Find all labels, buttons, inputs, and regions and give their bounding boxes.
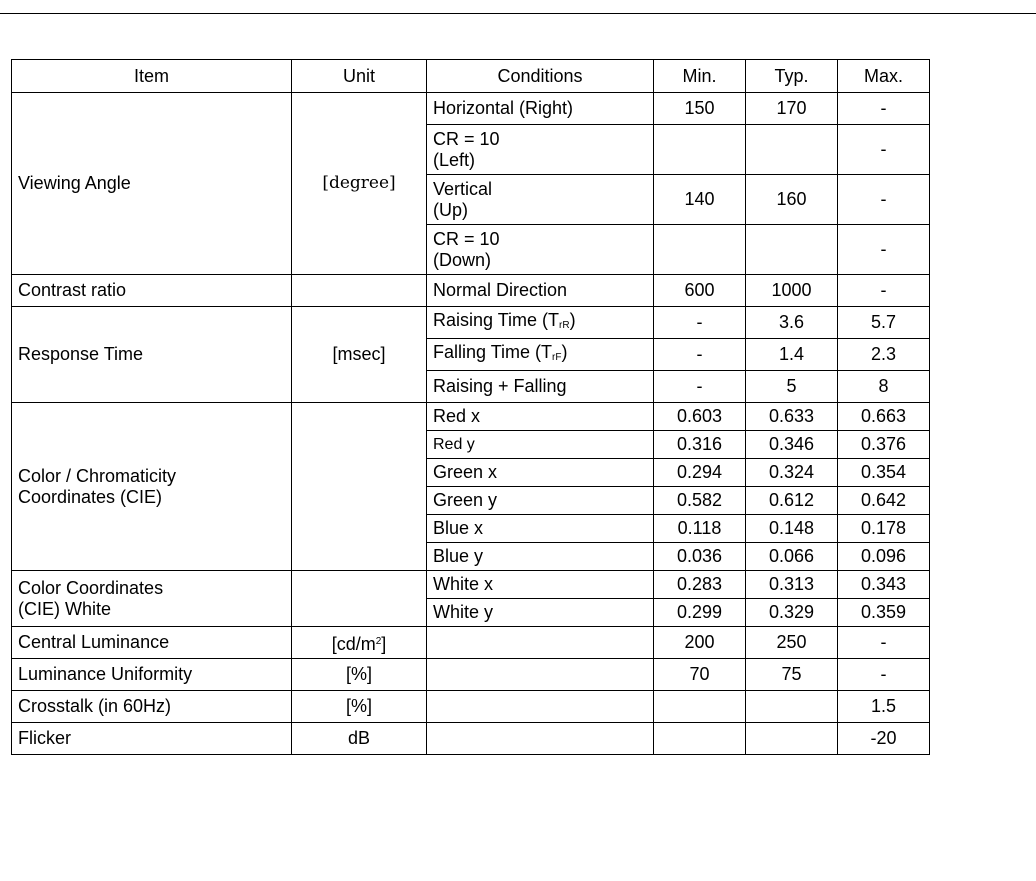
luminance-unit <box>292 627 427 659</box>
viewing-r4-min <box>654 225 746 275</box>
table-row <box>12 403 930 431</box>
contrast-min: 600 <box>654 275 746 307</box>
viewing-r3-typ: 160 <box>746 175 838 225</box>
color-r0-max: 0.663 <box>838 403 930 431</box>
response-r1-min: - <box>654 307 746 339</box>
viewing-r4-typ <box>746 225 838 275</box>
uniformity-cond <box>427 659 654 691</box>
color-r3-cond: Green y <box>427 487 654 515</box>
spec-table <box>11 59 930 755</box>
table-row <box>12 275 930 307</box>
table-row <box>12 723 930 755</box>
viewing-r4-cond <box>427 225 654 275</box>
header-unit: Unit <box>292 60 427 93</box>
luminance-cond <box>427 627 654 659</box>
flicker-min <box>654 723 746 755</box>
white-r0-min: 0.283 <box>654 571 746 599</box>
color-r0-typ: 0.633 <box>746 403 838 431</box>
table-row <box>12 659 930 691</box>
white-r0-typ: 0.313 <box>746 571 838 599</box>
white-item-a: Color Coordinates <box>18 577 164 598</box>
viewing-r1-max: - <box>838 93 930 125</box>
color-r0-cond: Red x <box>427 403 654 431</box>
contrast-typ: 1000 <box>746 275 838 307</box>
response-r2-sub: rF <box>552 351 562 363</box>
response-r2-close: ) <box>561 341 568 362</box>
header-min: Min. <box>654 60 746 93</box>
color-item-b: Coordinates (CIE) <box>18 486 163 507</box>
flicker-cond <box>427 723 654 755</box>
white-r1-cond: White y <box>427 599 654 627</box>
color-r4-min: 0.118 <box>654 515 746 543</box>
crosstalk-cond <box>427 691 654 723</box>
contrast-cond: Normal Direction <box>427 275 654 307</box>
contrast-unit <box>292 275 427 307</box>
header-typ: Typ. <box>746 60 838 93</box>
table-row <box>12 307 930 339</box>
viewing-r2-cond <box>427 125 654 175</box>
white-r1-max: 0.359 <box>838 599 930 627</box>
uniformity-max: - <box>838 659 930 691</box>
white-r0-max: 0.343 <box>838 571 930 599</box>
white-r0-cond: White x <box>427 571 654 599</box>
crosstalk-min <box>654 691 746 723</box>
white-unit <box>292 571 427 627</box>
response-r2-max: 2.3 <box>838 339 930 371</box>
uniformity-item: Luminance Uniformity <box>12 659 292 691</box>
viewing-r2-cond-a: CR = 10 <box>433 128 500 149</box>
white-r1-min: 0.299 <box>654 599 746 627</box>
table-row <box>12 627 930 659</box>
response-r3-typ: 5 <box>746 371 838 403</box>
header-conditions: Conditions <box>427 60 654 93</box>
header-item: Item <box>12 60 292 93</box>
viewing-r2-max: - <box>838 125 930 175</box>
white-r1-typ: 0.329 <box>746 599 838 627</box>
table-row <box>12 93 930 125</box>
luminance-unit-sup: 2 <box>375 635 382 647</box>
viewing-r3-cond <box>427 175 654 225</box>
uniformity-min: 70 <box>654 659 746 691</box>
white-item <box>12 571 292 627</box>
luminance-item: Central Luminance <box>12 627 292 659</box>
color-item <box>12 403 292 571</box>
color-r4-max: 0.178 <box>838 515 930 543</box>
viewing-r3-max: - <box>838 175 930 225</box>
color-r2-cond: Green x <box>427 459 654 487</box>
color-unit <box>292 403 427 571</box>
contrast-item: Contrast ratio <box>12 275 292 307</box>
viewing-r2-typ <box>746 125 838 175</box>
color-r2-typ: 0.324 <box>746 459 838 487</box>
viewing-r4-max: - <box>838 225 930 275</box>
contrast-max: - <box>838 275 930 307</box>
viewing-r1-min: 150 <box>654 93 746 125</box>
color-r1-max: 0.376 <box>838 431 930 459</box>
color-r4-cond: Blue x <box>427 515 654 543</box>
crosstalk-max: 1.5 <box>838 691 930 723</box>
header-max: Max. <box>838 60 930 93</box>
viewing-angle-unit: [degree] <box>292 93 427 275</box>
luminance-min: 200 <box>654 627 746 659</box>
white-item-b: (CIE) White <box>18 598 112 619</box>
flicker-typ <box>746 723 838 755</box>
color-r2-min: 0.294 <box>654 459 746 487</box>
viewing-r4-cond-a: CR = 10 <box>433 228 500 249</box>
flicker-unit: dB <box>292 723 427 755</box>
response-r3-min: - <box>654 371 746 403</box>
viewing-r2-min <box>654 125 746 175</box>
viewing-r3-min: 140 <box>654 175 746 225</box>
response-r3-max: 8 <box>838 371 930 403</box>
color-r3-min: 0.582 <box>654 487 746 515</box>
table-row <box>12 691 930 723</box>
luminance-max: - <box>838 627 930 659</box>
luminance-typ: 250 <box>746 627 838 659</box>
response-r1-cond-text: Raising Time (T <box>433 309 560 330</box>
response-unit: [msec] <box>292 307 427 403</box>
header-row <box>12 60 930 93</box>
response-r1-close: ) <box>569 309 576 330</box>
color-r0-min: 0.603 <box>654 403 746 431</box>
response-item: Response Time <box>12 307 292 403</box>
response-r2-min: - <box>654 339 746 371</box>
flicker-max: -20 <box>838 723 930 755</box>
color-r2-max: 0.354 <box>838 459 930 487</box>
crosstalk-unit: [%] <box>292 691 427 723</box>
crosstalk-typ <box>746 691 838 723</box>
response-r1-typ: 3.6 <box>746 307 838 339</box>
viewing-r1-typ: 170 <box>746 93 838 125</box>
color-r5-typ: 0.066 <box>746 543 838 571</box>
color-r5-min: 0.036 <box>654 543 746 571</box>
color-r3-typ: 0.612 <box>746 487 838 515</box>
luminance-unit-close: ] <box>381 633 387 654</box>
table-row <box>12 571 930 599</box>
response-r2-cond <box>427 339 654 371</box>
viewing-r3-cond-b: (Up) <box>433 199 468 220</box>
flicker-item: Flicker <box>12 723 292 755</box>
response-r1-max: 5.7 <box>838 307 930 339</box>
top-rule <box>0 13 1036 14</box>
crosstalk-item: Crosstalk (in 60Hz) <box>12 691 292 723</box>
luminance-unit-text: [cd/m <box>331 633 376 654</box>
color-r1-cond: Red y <box>427 431 654 459</box>
color-r1-min: 0.316 <box>654 431 746 459</box>
color-item-a: Color / Chromaticity <box>18 465 177 486</box>
color-r3-max: 0.642 <box>838 487 930 515</box>
viewing-r3-cond-a: Vertical <box>433 178 493 199</box>
uniformity-unit: [%] <box>292 659 427 691</box>
viewing-angle-item: Viewing Angle <box>12 93 292 275</box>
viewing-r1-cond: Horizontal (Right) <box>427 93 654 125</box>
uniformity-typ: 75 <box>746 659 838 691</box>
response-r2-typ: 1.4 <box>746 339 838 371</box>
color-r5-cond: Blue y <box>427 543 654 571</box>
color-r5-max: 0.096 <box>838 543 930 571</box>
color-r4-typ: 0.148 <box>746 515 838 543</box>
response-r2-cond-text: Falling Time (T <box>433 341 553 362</box>
response-r3-cond: Raising + Falling <box>427 371 654 403</box>
viewing-r2-cond-b: (Left) <box>433 149 476 170</box>
color-r1-typ: 0.346 <box>746 431 838 459</box>
response-r1-sub: rR <box>559 319 570 331</box>
viewing-r4-cond-b: (Down) <box>433 249 492 270</box>
response-r1-cond <box>427 307 654 339</box>
